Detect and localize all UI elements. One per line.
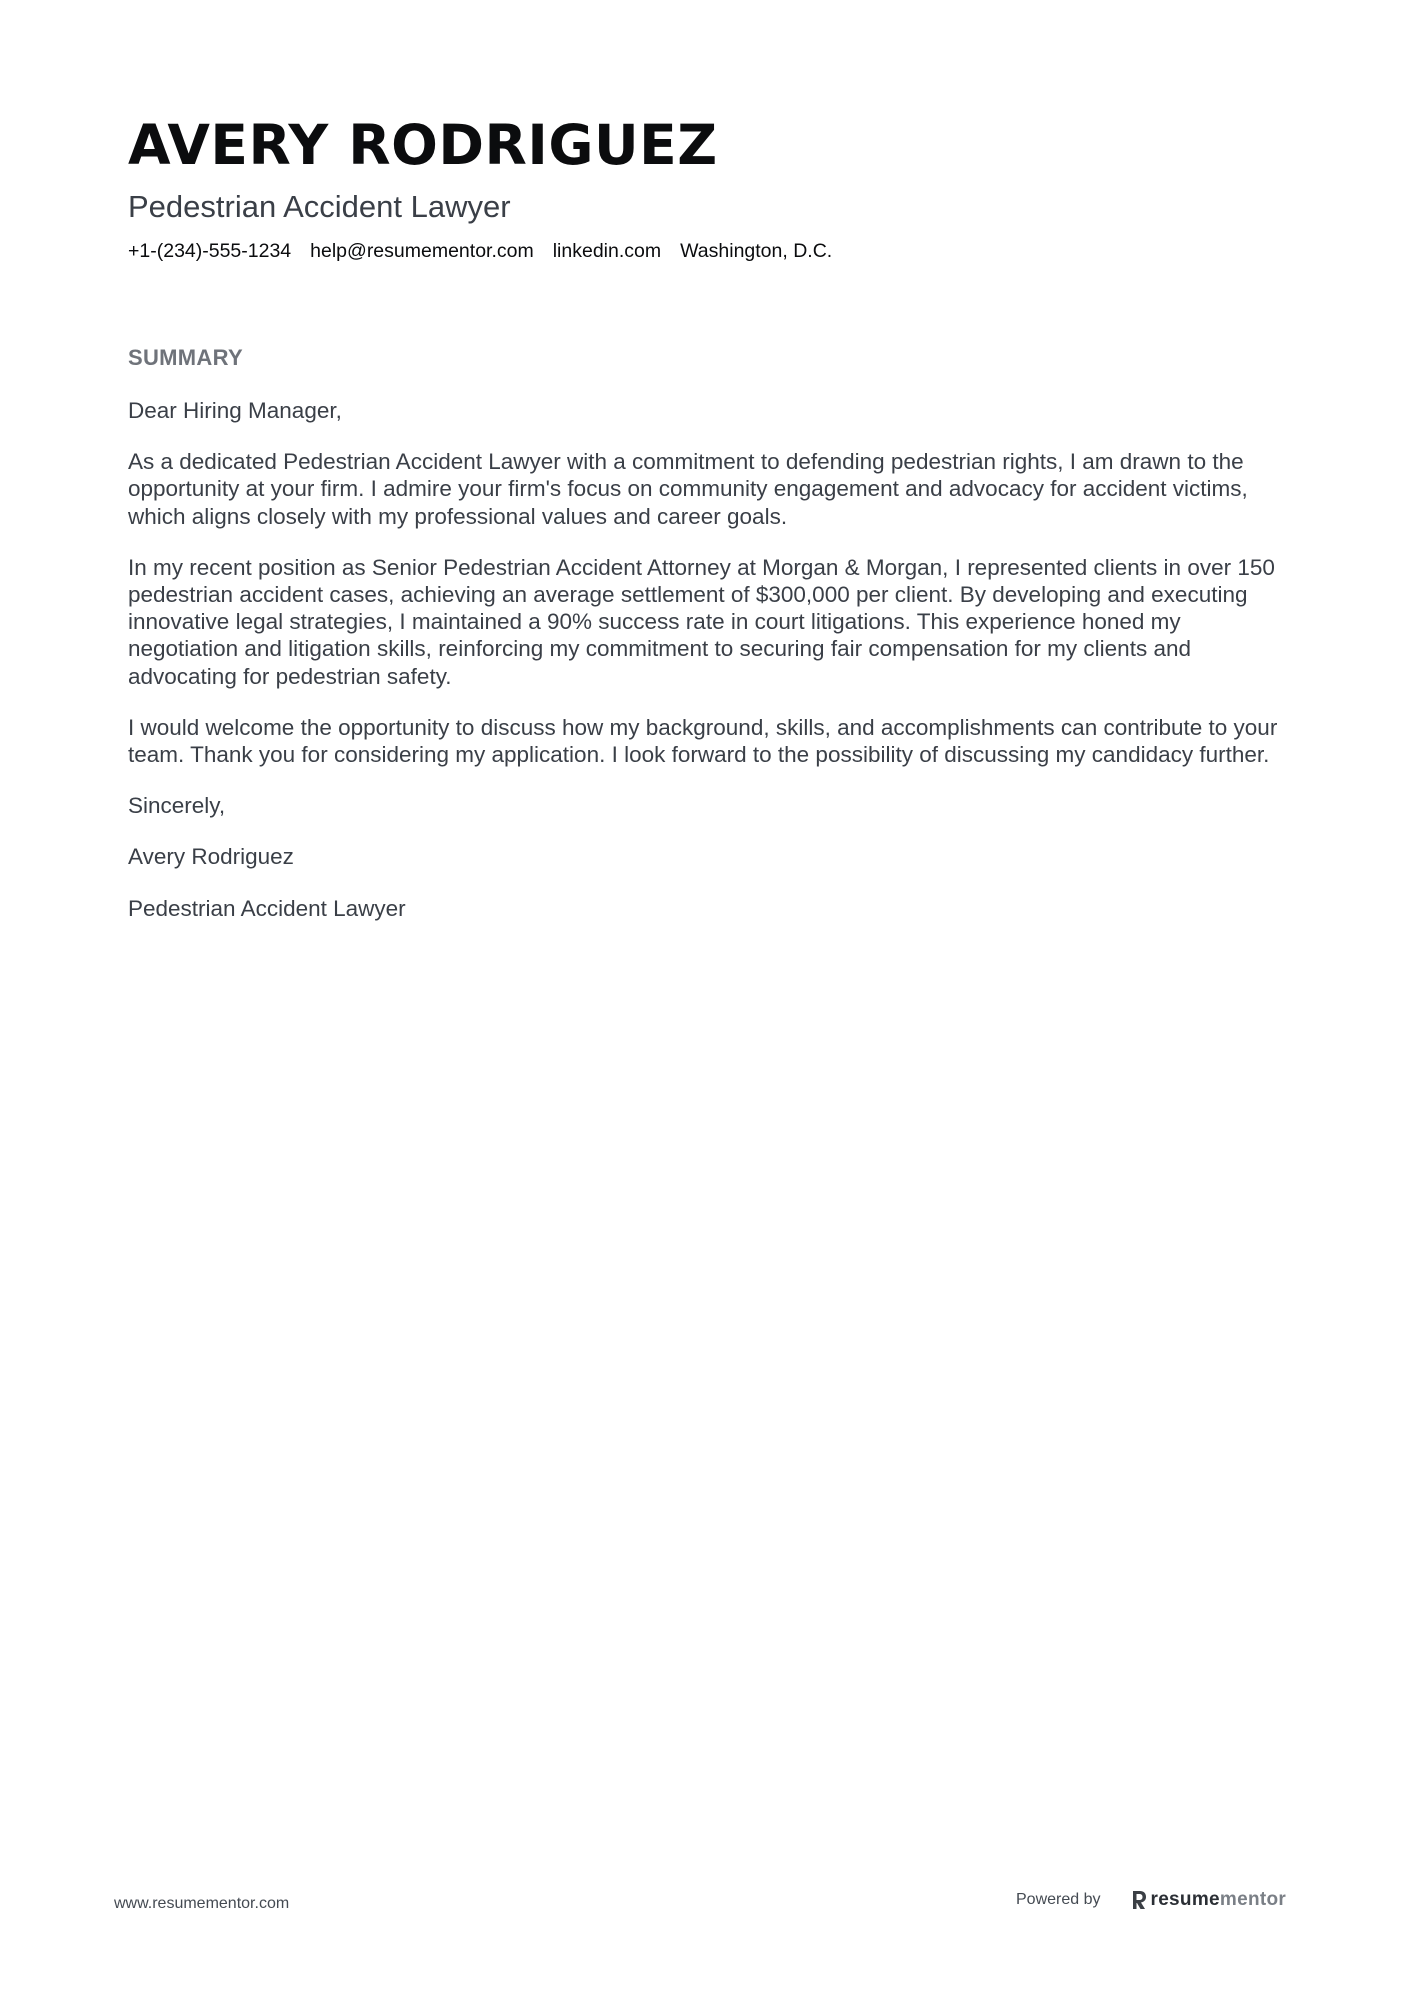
brand-text-mentor: mentor [1219, 1889, 1287, 1910]
contact-linkedin[interactable]: linkedin.com [552, 240, 662, 262]
summary-section [128, 343, 1293, 922]
signature-title: Pedestrian Accident Lawyer [128, 895, 406, 921]
section-heading-summary: SUMMARY [128, 345, 243, 370]
salutation: Dear Hiring Manager, [128, 398, 342, 423]
contact-email[interactable]: help@resumementor.com [310, 240, 534, 262]
powered-by-label: Powered by [1016, 1891, 1101, 1908]
resumementor-logo-icon [1131, 1890, 1147, 1910]
job-title: Pedestrian Accident Lawyer [128, 189, 511, 224]
candidate-name: AVERY RODRIGUEZ [128, 113, 718, 177]
contact-phone: +1-(234)-555-1234 [128, 240, 292, 262]
body-paragraph-closing: I would welcome the opportunity to discuss how my background, skills, and accomplishments can contribute to your team. Thank you for considering my application. I look forward to the possibility of discussing my candidacy further. [128, 714, 1278, 768]
brand-text-resume: resume [1150, 1889, 1220, 1910]
sign-off: Sincerely, [128, 793, 226, 819]
contact-location: Washington, D.C. [680, 240, 833, 262]
header [128, 112, 1288, 264]
body-paragraph-intro: As a dedicated Pedestrian Accident Lawyer with a commitment to defending pedestrian rights, I am drawn to the opportunity at your firm. I admire your firm's focus on community engagement and advocacy for accident victims, which aligns closely with my professional values and career goals. [128, 449, 1248, 529]
footer-website[interactable]: www.resumementor.com [114, 1895, 290, 1912]
contact-row [128, 238, 1288, 264]
body-paragraph-experience: In my recent position as Senior Pedestrian Accident Attorney at Morgan & Morgan, I represented clients in over 150 pedestrian accident cases, achieving an average settlement of $300,000 per client. By developing and executing innovative legal strategies, I maintained a 90% success rate in court litigations. This experience honed my negotiation and litigation skills, reinforcing my commitment to securing fair compensation for my clients and advocating for pedestrian safety. [128, 554, 1275, 689]
brand-logo[interactable] [1131, 1889, 1287, 1911]
signature-name: Avery Rodriguez [128, 844, 294, 870]
footer-brand [1016, 1889, 1286, 1911]
